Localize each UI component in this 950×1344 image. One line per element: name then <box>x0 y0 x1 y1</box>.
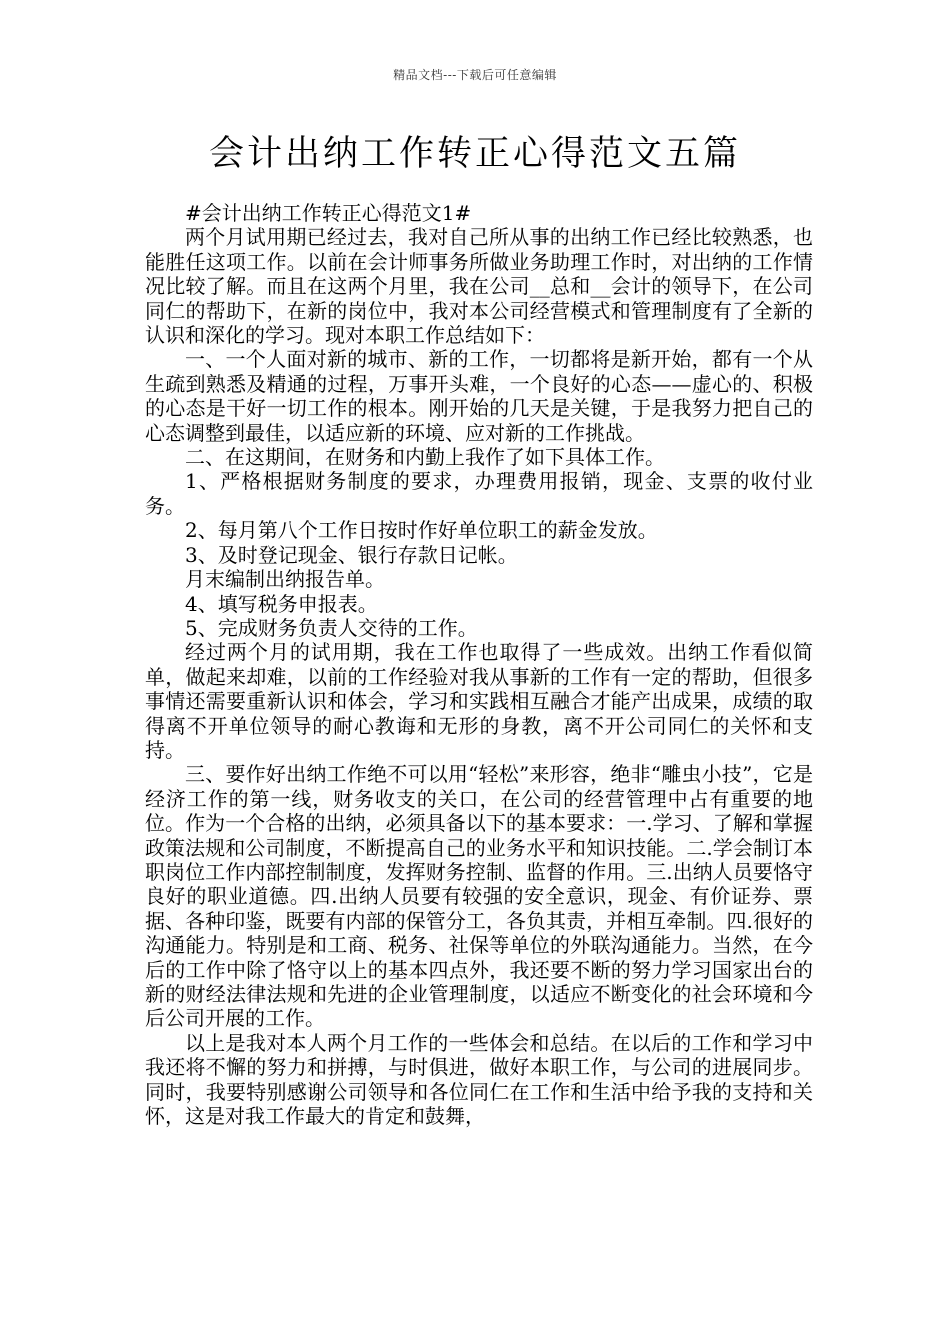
header-note: 精品文档---下载后可任意编辑 <box>393 68 557 82</box>
paragraph-point-three: 三、要作好出纳工作绝不可以用“轻松”来形容，绝非“雕虫小技”，它是经济工作的第一线，财务收支的关口，在公司的经营管理中占有重要的地位。作为一个合格的出纳，必须具备以下的基本要求：一.学习、了解和掌握政策法规和公司制度，不断提高自己的业务水平和知识技能。二.学会制订本职岗位工作内部控制制度，发挥财务控制、监督的作用。三.出纳人员要恪守良好的职业道德。四.出纳人员要有较强的安全意识，现金、有价证券、票据、各种印鉴，既要有内部的保管分工，各负其责，并相互牵制。四.很好的沟通能力。特别是和工商、税务、社保等单位的外联沟通能力。当然，在今后的工作中除了恪守以上的基本四点外，我还要不断的努力学习国家出台的新的财经法律法规和先进的企业管理制度，以适应不断变化的社会环境和今后公司开展的工作。 <box>145 762 813 1031</box>
paragraph-item-3-sub: 月末编制出纳报告单。 <box>185 567 385 592</box>
document-body <box>145 201 813 1128</box>
paragraph-intro: 两个月试用期已经过去，我对自己所从事的出纳工作已经比较熟悉，也能胜任这项工作。以前在会计师事务所做业务助理工作时，对出纳的工作情况比较了解。而且在这两个月里，我在公司__总和__会计的领导下，在公司同仁的帮助下，在新的岗位中，我对本公司经营模式和管理制度有了全新的认识和深化的学习。现对本职工作总结如下： <box>145 225 813 348</box>
paragraph-section-heading: #会计出纳工作转正心得范文1# <box>185 201 472 225</box>
paragraph-item-4: 4、填写税务申报表。 <box>185 591 378 616</box>
paragraph-item-2: 2、每月第八个工作日按时作好单位职工的薪金发放。 <box>185 518 658 543</box>
paragraph-conclusion: 以上是我对本人两个月工作的一些体会和总结。在以后的工作和学习中我还将不懈的努力和拼搏，与时俱进，做好本职工作，与公司的进展同步。同时，我要特别感谢公司领导和各位同仁在工作和生活中给予我的支持和关怀，这是对我工作最大的肯定和鼓舞， <box>145 1030 813 1129</box>
paragraph-item-5: 5、完成财务负责人交待的工作。 <box>185 615 478 640</box>
paragraph-point-one: 一、一个人面对新的城市、新的工作，一切都将是新开始，都有一个从生疏到熟悉及精通的过程，万事开头难，一个良好的心态——虚心的、积极的心态是干好一切工作的根本。刚开始的几天是关键，于是我努力把自己的心态调整到最佳，以适应新的环境、应对新的工作挑战。 <box>145 347 813 445</box>
document-title: 会计出纳工作转正心得范文五篇 <box>208 134 741 174</box>
paragraph-item-1: 1、严格根据财务制度的要求，办理费用报销，现金、支票的收付业务。 <box>145 469 813 518</box>
paragraph-results: 经过两个月的试用期，我在工作也取得了一些成效。出纳工作看似简单，做起来却难，以前的工作经验对我从事新的工作有一定的帮助，但很多事情还需要重新认识和体会，学习和实践相互融合才能产出成果，成绩的取得离不开单位领导的耐心教诲和无形的身教，离不开公司同仁的关怀和支持。 <box>145 640 813 762</box>
paragraph-item-3: 3、及时登记现金、银行存款日记帐。 <box>185 542 518 567</box>
paragraph-point-two: 二、在这期间，在财务和内勤上我作了如下具体工作。 <box>185 445 665 470</box>
